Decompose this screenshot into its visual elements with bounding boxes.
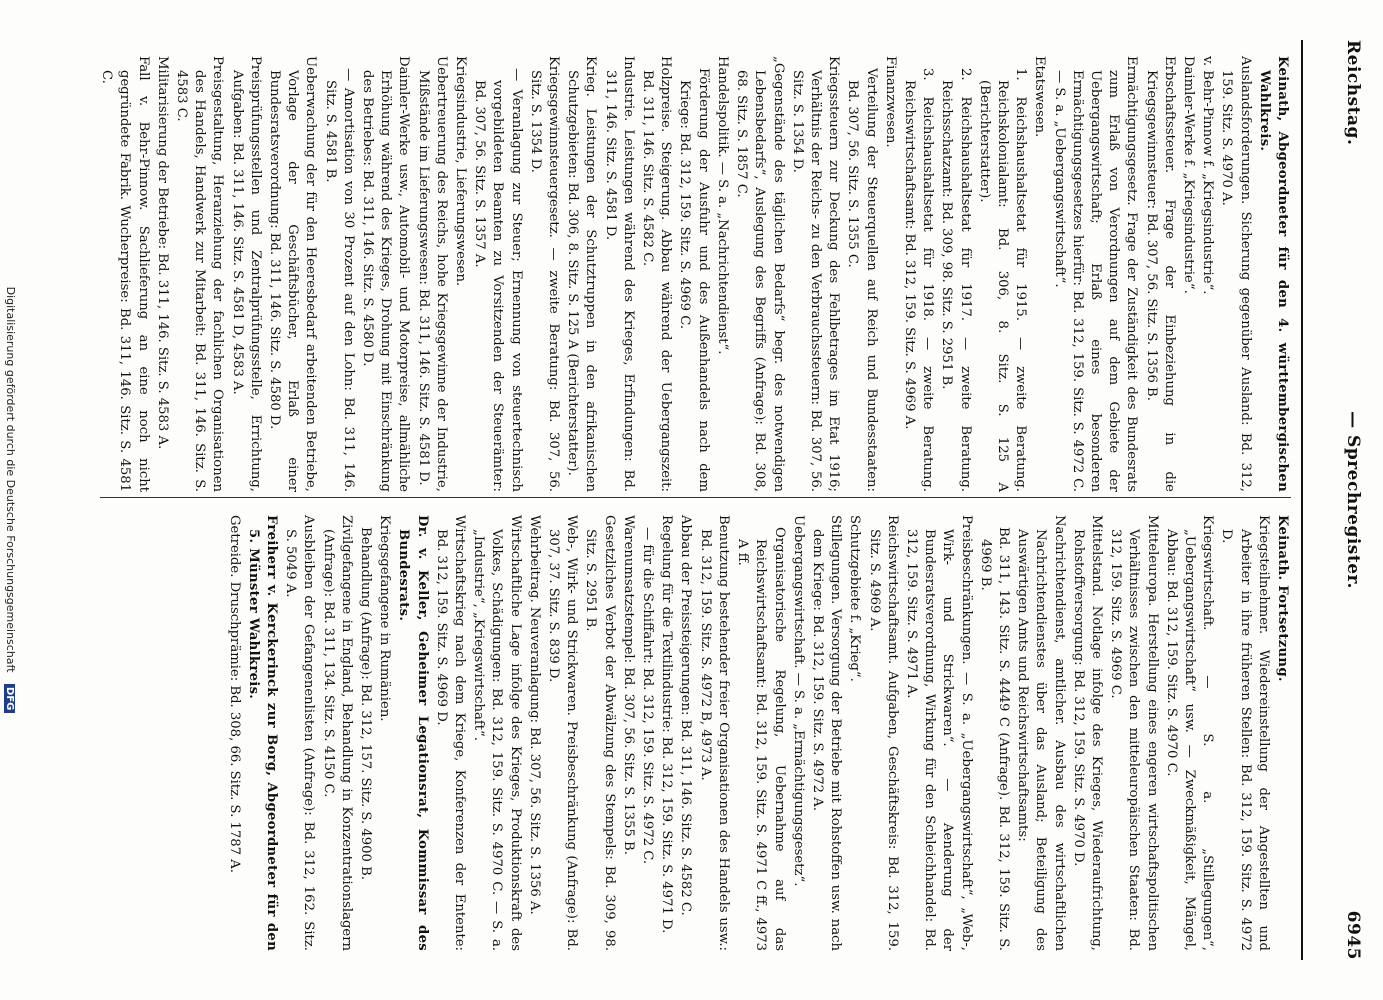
entry-text: Bd. 311, 143. Sitz. S. 4449 C (Anfrage). Bd. 312, 159. Sitz. S. 4969 B. xyxy=(977,527,1011,951)
register-entry xyxy=(733,515,788,951)
entry-text: „Gegenstände des täglichen Bedarfs“ begr. des notwendigen Lebensbedarfs“, Auslegung des Begriffs (Anfrage): Bd. 308, 68. Sitz. S. 1857 C. xyxy=(734,56,786,492)
register-entry xyxy=(172,56,227,492)
register-entry xyxy=(1049,56,1140,492)
register-entry xyxy=(975,56,1030,492)
page-number: 6945 xyxy=(1343,910,1363,960)
entry-text: Preisbeschränkungen. — S. a. „Uebergangswirtschaft“, „Web-, Wirk- und Strickwaren“. — Aenderung der Bundesratsverordnung, Wirkung für den Schleichhandel: Bd. 312, 159. Sitz. S. 4971 A. xyxy=(903,515,974,951)
entry-text: Uebertreuerung des Reichs, hohe Kriegsgewinne der Industrie, Mißstände im Lieferungswesen: Bd. 311, 146. Sitz. S. 4581 D. xyxy=(415,56,449,492)
register-entry xyxy=(619,515,637,951)
register-entry xyxy=(97,56,152,492)
entry-text: Etatswesen. xyxy=(1032,56,1048,138)
register-entry xyxy=(937,56,973,492)
register-entry xyxy=(470,56,525,492)
register-entry xyxy=(1106,515,1161,951)
entry-text: — Amortisation von 30 Prozent auf den Lohn: Bd. 311, 146. Sitz. S. 4581 B. xyxy=(322,68,356,492)
register-entry xyxy=(902,515,975,951)
entry-text: Kriegsgewinnsteuergesetz. — zweite Beratung: Bd. 307, 56. Sitz. S. 1354 D. xyxy=(527,56,562,492)
entry-text: — für die Schiffahrt: Bd. 312, 159. Sitz. S. 4972 C. xyxy=(640,527,656,865)
register-entry xyxy=(358,56,413,492)
register-entry xyxy=(638,56,674,492)
register-entry xyxy=(318,515,354,951)
register-entry xyxy=(845,515,863,951)
entry-text: Mitteleuropa. Herstellung eines engeren wirtschaftspolitischen Verhältnisses zwischen den mitteleuropäischen Staaten: Bd. 312, 159. Sitz. S. 4969 C. xyxy=(1108,515,1160,951)
register-entry xyxy=(864,515,900,951)
register-entry xyxy=(676,515,694,951)
register-entry xyxy=(675,56,711,492)
register-entry xyxy=(1217,515,1272,951)
entry-text: Handelspolitik. — S. a. „Nachrichtendienst“. xyxy=(714,56,730,355)
entry-text: Zivilgefangene in England, Behandlung in Konzentrationslagern (Anfrage): Bd. 311, 134. Sitz. S. 4150 C. xyxy=(320,515,354,951)
header-title: Reichstag. xyxy=(1343,40,1363,146)
register-entry xyxy=(713,56,731,492)
register-entry xyxy=(1273,515,1291,951)
entry-text: Behandlung (Anfrage): Bd. 312, 157. Sitz. S. 4900 B. xyxy=(358,527,374,880)
entry-text: Ausbleiben der Gefangenenlisten (Anfrage): Bd. 312, 162. Sitz. S. 5049 A. xyxy=(283,515,317,951)
entry-text: Militarisierung der Betriebe: Bd. 311, 146. Sitz. S. 4583 A. xyxy=(154,56,170,450)
entry-text: v. Behr-Pinnow f. „Kriegsindustrie“. xyxy=(1200,56,1216,295)
register-entry xyxy=(265,56,320,492)
entry-text: Stillegungen. Versorgung der Betriebe mit Rohstoffen usw. nach dem Kriege: Bd. 312, 159. Sitz. S. 4972 A. xyxy=(809,515,844,951)
entry-text: Mittelstand. Notlage infolge des Krieges, Wiederaufrichtung, Rohstoffversorgung: Bd. 312, 159. Sitz. S. 4970 D. xyxy=(1070,515,1104,951)
register-entry xyxy=(1069,515,1105,951)
entry-text: Wehrbeitrag. Neuveranlagung: Bd. 307, 56. Sitz. S. 1356 A. xyxy=(526,515,542,915)
register-entry xyxy=(544,515,580,951)
entry-text: Benutzung bestehender freier Organisationen des Handels usw.: Bd. 312, 159. Sitz. S. 4972 B, 4973 A. xyxy=(697,515,731,951)
register-entry xyxy=(281,515,317,951)
footer xyxy=(4,0,17,1000)
entry-text: Preisgestaltung, Heranziehung der fachlichen Organisationen des Handels, Handwerk zur Mitarbeit: Bd. 311, 146. Sitz. S. 4583 C. xyxy=(174,56,226,492)
entry-text: 1. Reichshaushaltsetat für 1915. — zweite Beratung. Reichskolonialamt: Bd. 306, 8. Sitz. S. 125 A (Berichterstatter). xyxy=(976,68,1029,492)
left-column xyxy=(40,56,1291,492)
entry-text: Verteilung der Steuerquellen auf Reich und Bundesstaaten: Bd. 307, 56. Sitz. S. 1355 C. xyxy=(845,68,879,492)
entry-text: Holzpreise. Steigerung. Abbau während der Uebergangszeit: Bd. 311, 146. Sitz. S. 4582 C. xyxy=(640,56,674,492)
register-entry xyxy=(526,56,562,492)
entry-text: Daimler-Werke f. „Kriegsindustrie“. xyxy=(1180,56,1196,294)
register-entry xyxy=(432,515,468,951)
register-entry xyxy=(657,515,675,951)
register-entry xyxy=(1030,56,1048,492)
register-entry xyxy=(900,56,936,492)
entry-text: Förderung der Ausfuhr und des Außenhandels nach dem Kriege: Bd. 312, 159. Sitz. S. 4969 C. xyxy=(677,68,711,492)
entry-text: Wirtschaftliche Lage infolge des Krieges, Produktionskraft des Volkes, Schädigungen: Bd. 312, 159. Sitz. S. 4970 C. — S. a. „Industrie“, „Kriegswirtschaft“. xyxy=(471,515,523,951)
entry-text: Keinath. Fortsetzung. xyxy=(1275,515,1290,682)
register-entry xyxy=(1162,515,1217,951)
register-entry xyxy=(1013,515,1068,951)
register-entry xyxy=(638,515,656,951)
register-entry xyxy=(1255,56,1291,492)
register-entry xyxy=(1179,56,1197,492)
header-rule xyxy=(1301,40,1303,960)
entry-text: Warenumsatzstempel: Bd. 307, 56. Sitz. S. 1355 B. xyxy=(620,515,636,855)
entry-text: Daimler-Werke usw., Automobil- und Motorpreise, allmähliche Erhöhung während des Krieges, Drohung mit Einschränkung des Betriebes: Bd. 311, 146. Sitz. S. 4580 D. xyxy=(360,56,412,492)
register-entry xyxy=(244,515,280,951)
entry-text: — Veranlagung zur Steuer; Ernennung von steuertechnisch vorgebildeten Beamten zu Vorsitzenden der Steuerämter: Bd. 307, 56. Sitz. S. 1357 A. xyxy=(472,68,524,492)
register-entry xyxy=(394,515,430,951)
register-entry xyxy=(563,56,599,492)
column-divider xyxy=(100,497,1291,498)
entry-text: Reichswirtschaftsamt. Aufgaben, Geschäftskreis: Bd. 312, 159. Sitz. S. 4969 A. xyxy=(866,515,900,951)
entry-text: Fall v. Behr-Pinnow. Sachlieferung an eine noch nicht gegründete Fabrik. Wucherpreise: Bd. 311, 146. Sitz. S. 4581 C. xyxy=(99,56,151,492)
entry-text: Kriegsteilnehmer. Wiedereinstellung der Angestellten und Arbeiter in ihre früheren Stellen: Bd. 312, 159. Sitz. S. 4972 D. xyxy=(1219,515,1271,951)
register-entry xyxy=(843,56,879,492)
entry-text: Ueberwachung der für den Heeresbedarf arbeitenden Betriebe, Vorlage der Geschäftsbücher, Erlaß einer Bundesratsverordnung: Bd. 311, 146. Sitz. S. 4580 D. xyxy=(267,56,319,492)
register-entry xyxy=(320,56,356,492)
entry-text: Keinath, Abgeordneter für den 4. württembergischen Wahlkreis. xyxy=(1256,56,1290,492)
entry-text: Kriegssteuern zur Deckung des Fehlbetrages im Etat 1916; Verhältnis der Reichs- zu den Verbrauchssteuern: Bd. 307, 56. Sitz. S. 1354 D. xyxy=(789,56,842,492)
register-entry xyxy=(413,56,449,492)
register-entry xyxy=(1198,56,1216,492)
entry-text: Dr. v. Keller, Geheimer Legationsrat, Kommissar des Bundesrats. xyxy=(396,515,430,951)
entry-text: Erbschaftssteuer. Frage der Einbeziehung in die Kriegsgewinnsteuer: Bd. 307, 56. Sitz. S. 1356 B. xyxy=(1143,56,1177,492)
entry-text: Finanzwesen. xyxy=(882,56,898,148)
entry-text: Preisprüfungsstellen und Zentralprüfungsstelle, Errichtung, Aufgaben: Bd. 311, 146. Sitz. S. 4581 D, 4583 A. xyxy=(229,56,263,492)
right-column xyxy=(40,515,1291,951)
register-entry xyxy=(525,515,543,951)
register-entry xyxy=(808,515,844,951)
register-entry xyxy=(881,56,899,492)
header-register: — Sprechregister. xyxy=(1343,411,1363,589)
entry-text: Regelung für die Textilindustrie: Bd. 312, 159. Sitz. S. 4971 D. xyxy=(659,515,675,934)
entry-text: Wirtschaftskrieg nach dem Kriege, Konferenzen der Entente: Bd. 312, 159. Sitz. S. 4969 D. xyxy=(433,515,468,951)
entry-text: Ermächtigungsgesetz. Frage der Zuständigkeit des Bundesrats zum Erlaß von Verordnungen auf dem Gebiete der Uebergangswirtschaft; Erlaß eines besonderen Ermächtigungsgesetzes hierfür: Bd. 312, 159. Sitz. S. 4972 C. — S. a. „Uebergangswirtschaft“. xyxy=(1051,56,1140,492)
entry-text: Organisatorische Regelung, Uebernahme auf das Reichswirtschaftsamt: Bd. 312, 159. Sitz. S. 4971 C ff., 4973 A ff. xyxy=(735,527,787,951)
register-entry xyxy=(1217,56,1253,492)
dfg-logo: DFG xyxy=(4,684,15,713)
entry-text: Auslandsforderungen. Sicherung gegenüber Ausland: Bd. 312, 159. Sitz. S. 4970 A. xyxy=(1219,56,1253,492)
register-entry xyxy=(224,515,242,951)
register-entry xyxy=(356,515,374,951)
register-entry xyxy=(153,56,171,492)
entry-text: Web-, Wirk- und Strickwaren. Preisbeschränkung (Anfrage): Bd. 307, 37. Sitz. S. 839 D. xyxy=(546,515,580,951)
register-entry xyxy=(469,515,524,951)
entry-text: Schutzgebiete f. „Krieg“. xyxy=(847,515,863,682)
entry-text: 3. Reichshaushaltsetat für 1918. — zweite Beratung. Reichswirtschaftsamt: Bd. 312, 159. Sitz. S. 4969 A. xyxy=(901,68,936,492)
entry-text: Nachrichtendienst, amtlicher. Ausbau des wirtschaftlichen Nachrichtendienstes über das Ausland; Beteiligung des Auswärtigen Amts und Reichswirtschaftsamts: xyxy=(1015,515,1067,951)
register-entry xyxy=(696,515,732,951)
entry-text: Kriegsindustrie, Lieferungswesen. xyxy=(453,56,469,287)
entry-text: Gesetzliches Verbot der Abwälzung des Stempels: Bd. 309, 98. Sitz. S. 2951 B. xyxy=(583,515,617,951)
entry-text: 2. Reichshaushaltsetat für 1917. — zweite Beratung. Reichsschatzamt: Bd. 309, 98. Sitz. S. 2951 B. xyxy=(939,68,973,492)
entry-text: Getreide. Druschprämie: Bd. 308, 66. Sitz. S. 1787 A. xyxy=(226,515,242,873)
register-entry xyxy=(227,56,263,492)
entry-text: Uebergangswirtschaft. — S. a. „Ermächtigungsgesetz“. xyxy=(790,515,806,887)
entry-text: Kriegswirtschaft. — S. a. „Stillegungen“, „Uebergangswirtschaft“ usw. — Zweckmäßigkeit, Mängel, Abbau: Bd. 312, 159. Sitz. S. 4970 C. xyxy=(1163,515,1216,951)
register-entry xyxy=(581,515,617,951)
page-header xyxy=(1335,40,1375,960)
register-entry xyxy=(375,515,393,951)
entry-text: Krieg. Leistungen der Schutztruppen in den afrikanischen Schutzgebieten: Bd. 306, 8. Sitz. S. 125 A (Berichterstatter). xyxy=(565,56,599,492)
entry-text: Abbau der Preissteigerungen: Bd. 311, 146. Sitz. S. 4582 C. xyxy=(678,515,694,916)
register-entry xyxy=(976,515,1012,951)
entry-text: Kriegsgefangene in Rumänien. xyxy=(377,515,393,722)
register-entry xyxy=(732,56,787,492)
entry-text: Industrie. Leistungen während des Krieges, Erfindungen: Bd. 311, 146. Sitz. S. 4581 D. xyxy=(602,56,636,492)
register-entry xyxy=(788,56,843,492)
register-entry xyxy=(789,515,807,951)
register-entry xyxy=(600,56,636,492)
register-entry xyxy=(451,56,469,492)
register-entry xyxy=(1141,56,1177,492)
entry-text: Freiherr v. Kerckerinck zur Borg, Abgeordneter für den 5. Münster Wahlkreis. xyxy=(245,515,280,951)
footer-text: Digitalisierung gefördert durch die Deutsche Forschungsgemeinschaft xyxy=(4,286,17,673)
